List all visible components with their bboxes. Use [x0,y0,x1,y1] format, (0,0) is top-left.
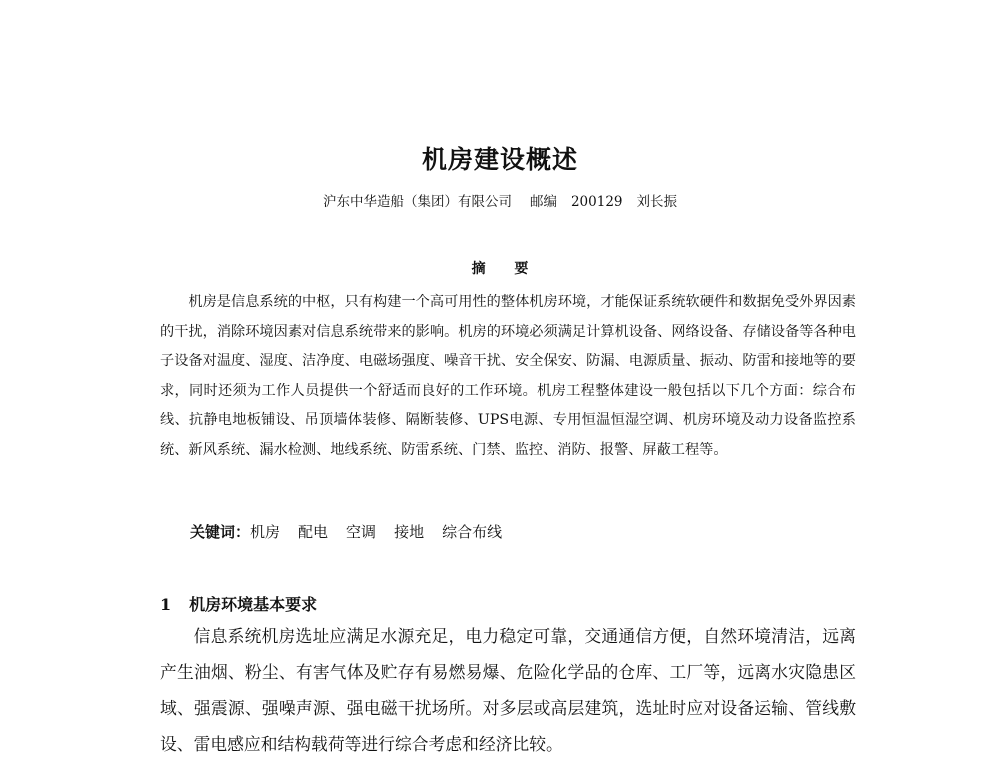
section-title: 机房环境基本要求 [189,595,318,614]
section-paragraph: 信息系统机房选址应满足水源充足，电力稳定可靠，交通通信方便，自然环境清洁，远离产生油烟、粉尘、有害气体及贮存有易燃易爆、危险化学品的仓库、工厂等，远离水灾隐患区域、强震源、强噪声源、强电磁干扰场所。对多层或高层建筑，选址时应对设备运输、管线敷设、雷电感应和结构载荷等进行综合考虑和经济比较。 [160,626,856,754]
postcode-label: 邮编 [529,194,557,210]
keywords-label: 关键词： [190,523,251,541]
abstract-body: 机房是信息系统的中枢，只有构建一个高可用性的整体机房环境，才能保证系统软硬件和数据免受外界因素的干扰，消除环境因素对信息系统带来的影响。机房的环境必须满足计算机设备、网络设备、存储设备等各种电子设备对温度、湿度、洁净度、电磁场强度、噪音干扰、安全保安、防漏、电源质量、振动、防雷和接地等的要求，同时还须为工作人员提供一个舒适而良好的工作环境。机房工程整体建设一般包括以下几个方面：综合布线、抗静电地板铺设、吊顶墙体装修、隔断装修、UPS电源、专用恒温恒湿空调、机房环境及动力设备监控系统、新风系统、漏水检测、地线系统、防雷系统、门禁、监控、消防、报警、屏蔽工程等。 [160,294,856,458]
document-title: 机房建设概述 [421,145,578,174]
keyword-item: 空调 [346,523,377,541]
section-number: 1 [160,595,172,614]
postcode-value: 200129 [570,194,623,210]
author-organization: 沪东中华造船（集团）有限公司 [322,194,512,210]
keyword-item: 综合布线 [442,523,503,541]
keywords-line [190,521,520,542]
author-line [0,190,1000,210]
keyword-item: 配电 [298,523,329,541]
abstract-heading: 摘 要 [471,261,541,277]
keyword-item: 机房 [250,523,281,541]
keyword-item: 接地 [394,523,425,541]
author-name: 刘长振 [636,194,678,210]
section-heading [160,592,317,615]
